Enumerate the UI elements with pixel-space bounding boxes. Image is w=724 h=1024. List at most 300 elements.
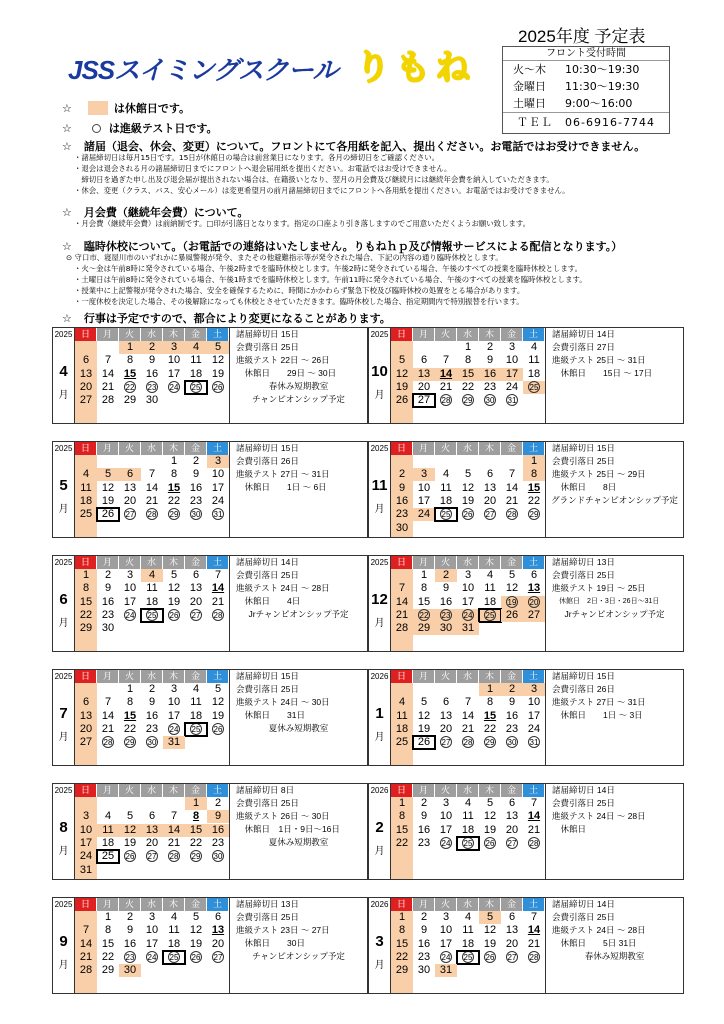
day-cell: 22	[461, 380, 475, 393]
day-cell: 24	[505, 380, 519, 393]
day-cell: 4	[442, 468, 450, 481]
day-cell: 11	[440, 481, 452, 494]
section-line: ・休会、変更（クラス、バス、安心メール）は変更希望月の前月諸届締切日までにフロントへ各用紙を提出ください。お電話ではお受けできません。	[74, 186, 570, 195]
day-cell: 2	[420, 911, 428, 923]
day-cell: 8	[170, 468, 178, 481]
day-cell: 8	[104, 924, 112, 937]
month-calendar	[368, 897, 684, 994]
info-line: チャンピオンシップ予定	[252, 951, 345, 961]
day-cell: 29	[191, 852, 201, 862]
weekday-label: 金	[185, 670, 207, 683]
info-line: 会費引落日 25日	[236, 912, 299, 922]
day-cell: 27	[125, 510, 135, 520]
day-cell: 15	[483, 709, 497, 722]
section-line: ・火～金は午前8時に発令されている場合、午後2時までを臨時休校とします。午後2時に発令されている場合、午後のすべての授業を臨時休校とします。	[74, 264, 582, 273]
day-grid	[75, 911, 229, 993]
month-info	[229, 328, 367, 423]
day-cell: 28	[169, 852, 179, 862]
logo-rimone	[356, 40, 476, 87]
day-cell: 27	[75, 736, 97, 749]
weekday-label: 火	[119, 328, 141, 341]
day-cell: 5	[479, 911, 501, 924]
day-cell: 18	[101, 836, 115, 849]
day-cell: 23	[505, 722, 519, 735]
weekday-label: 火	[435, 898, 457, 911]
day-cell: 24	[441, 952, 451, 962]
day-cell: 7	[170, 810, 178, 823]
day-cell: 5	[97, 468, 119, 481]
day-cell: 28	[529, 838, 539, 848]
day-cell: 27	[147, 852, 157, 862]
day-cell: 23	[483, 380, 497, 393]
day-cell: 7	[508, 468, 516, 481]
weekday-label: 月	[413, 670, 435, 683]
day-cell: 15	[391, 824, 413, 837]
day-cell: 13	[505, 810, 519, 823]
day-cell: 14	[163, 824, 185, 837]
weekday-label: 土	[523, 442, 545, 455]
day-cell: 15	[527, 481, 541, 494]
logo-text: JSSスイミングスクール	[68, 55, 338, 85]
weekday-label: 火	[435, 442, 457, 455]
weekday-header	[53, 442, 229, 455]
weekday-label: 土	[523, 670, 545, 683]
day-cell: 7	[530, 797, 538, 809]
day-cell: 25	[435, 508, 457, 521]
day-cell: 1	[464, 341, 472, 353]
day-cell: 9	[104, 582, 112, 595]
day-cell: 2	[501, 683, 523, 696]
day-cell: 25	[75, 508, 97, 521]
weekday-label: 土	[207, 670, 229, 683]
weekday-header	[369, 898, 545, 911]
hours-title: フロント受付時間	[503, 47, 669, 61]
day-cell: 16	[505, 709, 519, 722]
day-cell: 11	[75, 482, 97, 495]
day-cell: 29	[463, 396, 473, 406]
hours-row	[503, 95, 669, 112]
month-info	[229, 670, 367, 765]
day-cell: 22	[101, 950, 115, 963]
star-icon: ☆	[62, 140, 72, 153]
day-cell: 7	[391, 582, 413, 595]
logo-char-ri: り	[356, 49, 390, 87]
info-line: 会費引落日 25日	[552, 912, 615, 922]
day-cell: 31	[457, 622, 479, 635]
weekday-label: 木	[163, 670, 185, 683]
day-cell: 18	[189, 709, 203, 722]
weekday-label: 土	[207, 784, 229, 797]
day-cell: 16	[189, 481, 203, 494]
day-cell: 8	[126, 354, 134, 367]
info-line: 諸届締切日 14日	[552, 329, 615, 339]
weekday-label: 木	[163, 898, 185, 911]
month-calendar	[52, 783, 368, 880]
weekday-header	[369, 556, 545, 569]
day-cell: 12	[461, 481, 475, 494]
hours-day: 金曜日	[513, 80, 546, 93]
info-line	[546, 380, 683, 393]
day-cell: 3	[442, 911, 450, 923]
phone-number: ＴＥＬ 06-6916-7744	[503, 112, 669, 132]
day-cell: 11	[462, 924, 474, 937]
day-cell: 8	[192, 810, 200, 823]
day-cell: 13	[505, 924, 519, 937]
day-cell: 4	[170, 911, 178, 923]
day-cell: 22	[527, 494, 541, 507]
day-cell: 10	[505, 354, 519, 367]
weekday-label: 日	[391, 328, 413, 341]
day-cell: 2	[104, 569, 112, 581]
weekday-label: 日	[75, 328, 97, 341]
day-cell: 23	[189, 494, 203, 507]
weekday-label: 月	[413, 328, 435, 341]
day-cell: 9	[126, 924, 134, 937]
info-line: 進級テスト 25日 ～ 29日	[552, 469, 646, 479]
day-cell: 19	[189, 937, 203, 950]
day-cell: 8	[464, 354, 472, 367]
day-cell: 5	[420, 696, 428, 709]
day-cell: 22	[391, 951, 413, 964]
info-line: 進級テスト 24日 ～ 28日	[236, 583, 330, 593]
day-cell: 12	[483, 924, 497, 937]
month-calendar	[52, 897, 368, 994]
day-cell: 3	[170, 683, 178, 695]
day-cell: 15	[123, 367, 137, 380]
month-label: 7 月	[53, 683, 75, 765]
info-line	[546, 849, 683, 862]
day-cell: 10	[167, 696, 181, 709]
day-cell: 8	[75, 582, 97, 595]
info-line: 休館日 2日・3日・26日～31日	[552, 598, 660, 605]
day-cell: 31	[213, 510, 223, 520]
day-cell: 21	[461, 722, 475, 735]
info-line	[546, 963, 683, 976]
day-cell: 5	[391, 354, 413, 367]
day-cell: 1	[170, 455, 178, 467]
day-cell: 24	[413, 508, 435, 521]
day-cell: 3	[207, 455, 229, 468]
day-cell: 24	[527, 722, 541, 735]
day-cell: 7	[104, 354, 112, 367]
day-cell: 6	[148, 810, 156, 823]
day-cell: 2	[214, 797, 222, 809]
day-cell: 17	[417, 494, 431, 507]
day-cell: 6	[508, 911, 516, 923]
year-label: 2025	[369, 442, 391, 455]
weekday-label: 日	[391, 442, 413, 455]
day-cell: 1	[185, 797, 207, 810]
day-cell: 13	[413, 368, 435, 381]
day-cell: 18	[527, 367, 541, 380]
day-cell: 14	[391, 596, 413, 609]
month-label: 11 月	[369, 455, 391, 537]
day-grid	[75, 683, 229, 765]
weekday-label: 日	[75, 670, 97, 683]
day-cell: 10	[211, 468, 225, 481]
hours-time: 11:30～19:30	[565, 80, 640, 93]
day-cell: 12	[211, 354, 225, 367]
info-line: Jrチャンピオンシップ予定	[248, 609, 349, 619]
day-cell: 7	[442, 354, 450, 367]
info-line: Jrチャンピオンシップ予定	[564, 609, 665, 619]
day-cell: 9	[148, 354, 156, 367]
info-line: 会費引落日 25日	[552, 456, 615, 466]
day-cell: 29	[391, 964, 413, 977]
month-label: 10 月	[369, 341, 391, 423]
info-line: 諸届締切日 15日	[236, 443, 299, 453]
month-label: 2 月	[369, 797, 391, 879]
weekday-label: 水	[457, 328, 479, 341]
day-cell: 16	[145, 367, 159, 380]
info-line: 進級テスト 27日 ～ 31日	[552, 697, 646, 707]
day-cell: 16	[145, 709, 159, 722]
hours-time: 10:30～19:30	[565, 63, 640, 76]
day-cell: 15	[75, 596, 97, 609]
logo-char-ne: ね	[436, 49, 470, 87]
day-cell: 23	[101, 608, 115, 621]
info-line	[546, 393, 683, 406]
day-cell: 22	[125, 382, 135, 392]
info-line: 春休み短期教室	[584, 951, 645, 961]
weekday-label: 日	[75, 898, 97, 911]
month-calendar	[368, 783, 684, 880]
weekday-label: 水	[457, 556, 479, 569]
info-line: 休館日 1日 ～ 6日	[236, 482, 327, 492]
year-label: 2025	[53, 898, 75, 911]
month-info	[229, 442, 367, 537]
day-cell: 17	[167, 367, 181, 380]
day-cell: 13	[439, 709, 453, 722]
day-grid	[75, 797, 229, 879]
weekday-label: 金	[185, 328, 207, 341]
info-line: 休館日 15日 ～ 17日	[552, 368, 653, 378]
day-cell: 1	[523, 455, 545, 468]
day-cell: 29	[413, 622, 435, 635]
day-cell: 8	[523, 468, 545, 481]
day-cell: 26	[213, 724, 223, 734]
month-calendar	[368, 555, 684, 652]
day-cell: 25	[391, 736, 413, 749]
day-cell: 3	[75, 810, 97, 823]
day-cell: 29	[529, 510, 539, 520]
day-cell: 26	[191, 952, 201, 962]
day-cell: 11	[97, 824, 119, 837]
day-cell: 19	[123, 836, 137, 849]
info-line: チャンピオンシップ予定	[252, 394, 345, 404]
day-cell: 29	[101, 964, 115, 977]
info-line: 休館日 30日	[236, 938, 305, 948]
day-cell: 23	[391, 508, 413, 521]
info-line: 進級テスト 24日 ～ 28日	[552, 811, 646, 821]
day-cell: 21	[101, 722, 115, 735]
day-cell: 26	[485, 838, 495, 848]
day-cell: 17	[123, 595, 137, 608]
day-cell: 26	[485, 952, 495, 962]
day-cell: 17	[501, 368, 523, 381]
month-calendar	[52, 327, 368, 424]
day-cell: 9	[442, 582, 450, 595]
section-heading	[62, 310, 391, 326]
day-cell: 12	[483, 810, 497, 823]
day-cell: 24	[147, 952, 157, 962]
section-title: 諸届（退会、休会、変更）について。フロントにて各用紙を記入、提出ください。お電話ではお受けできません。	[83, 140, 646, 153]
day-cell: 21	[75, 951, 97, 964]
day-cell: 9	[420, 810, 428, 823]
day-cell: 28	[75, 964, 97, 977]
weekday-label: 水	[457, 784, 479, 797]
month-label: 9 月	[53, 911, 75, 993]
info-line: 会費引落日 25日	[552, 798, 615, 808]
day-cell: 4	[464, 911, 472, 923]
day-cell: 28	[147, 510, 157, 520]
info-line: 春休み短期教室	[268, 381, 329, 391]
day-cell: 19	[211, 709, 225, 722]
day-cell: 22	[75, 609, 97, 622]
info-line: 諸届締切日 8日	[236, 785, 295, 795]
day-cell: 21	[391, 609, 413, 622]
day-cell: 24	[169, 382, 179, 392]
day-cell: 17	[211, 481, 225, 494]
day-cell: 18	[167, 937, 181, 950]
day-cell: 12	[119, 824, 141, 837]
year-label: 2026	[369, 898, 391, 911]
day-cell: 21	[527, 937, 541, 950]
weekday-label: 金	[501, 556, 523, 569]
day-cell: 13	[527, 582, 541, 595]
day-cell: 6	[119, 468, 141, 481]
day-cell: 1	[391, 797, 413, 810]
weekday-label: 土	[523, 556, 545, 569]
day-cell: 20	[505, 937, 519, 950]
weekday-label: 月	[413, 442, 435, 455]
day-cell: 28	[529, 952, 539, 962]
year-label: 2025	[53, 328, 75, 341]
weekday-header	[53, 670, 229, 683]
info-line: 諸届締切日 14日	[552, 785, 615, 795]
day-cell: 10	[527, 696, 541, 709]
day-cell: 8	[126, 696, 134, 709]
weekday-label: 月	[97, 898, 119, 911]
day-cell: 13	[189, 582, 203, 595]
month-label: 1 月	[369, 683, 391, 765]
day-cell: 11	[462, 810, 474, 823]
day-cell: 25	[479, 609, 501, 622]
info-line	[230, 735, 367, 748]
day-cell: 6	[530, 569, 538, 581]
day-cell: 26	[413, 736, 435, 749]
info-line: 夏休み短期教室	[268, 723, 329, 733]
day-cell: 28	[103, 738, 113, 748]
day-cell: 16	[123, 937, 137, 950]
month-info	[229, 556, 367, 651]
day-cell: 30	[101, 622, 115, 635]
info-line: 夏休み短期教室	[268, 837, 329, 847]
front-desk-hours	[502, 46, 670, 134]
weekday-label: 水	[141, 328, 163, 341]
info-line: 諸届締切日 15日	[236, 671, 299, 681]
info-line: 会費引落日 27日	[552, 342, 615, 352]
info-line: 進級テスト 23日 ～ 27日	[236, 925, 330, 935]
info-line	[230, 494, 367, 507]
info-line: 会費引落日 26日	[552, 684, 615, 694]
day-cell: 14	[101, 709, 115, 722]
day-cell: 4	[141, 569, 163, 582]
day-cell: 21	[505, 494, 519, 507]
weekday-header	[369, 784, 545, 797]
day-grid	[391, 683, 545, 765]
day-cell: 11	[146, 582, 158, 595]
year-label: 2026	[369, 784, 391, 797]
info-line: 会費引落日 26日	[236, 456, 299, 466]
day-cell: 27	[485, 510, 495, 520]
day-cell: 30	[417, 964, 431, 977]
section-line: ・退会は退会される月の諸届締切日までにフロントへ退会届用紙を提出ください。お電話ではお受けできません。	[74, 164, 452, 173]
day-cell: 16	[207, 824, 229, 837]
weekday-label: 月	[413, 556, 435, 569]
weekday-label: 日	[391, 898, 413, 911]
weekday-label: 木	[479, 898, 501, 911]
day-cell: 1	[119, 341, 141, 354]
day-cell: 4	[464, 797, 472, 809]
info-line: 会費引落日 25日	[236, 684, 299, 694]
day-cell: 20	[523, 596, 545, 609]
month-info	[545, 556, 683, 651]
day-cell: 25	[523, 381, 545, 394]
info-line: 進級テスト 26日 ～ 30日	[236, 811, 330, 821]
day-cell: 7	[148, 468, 156, 481]
weekday-label: 金	[185, 784, 207, 797]
day-cell: 5	[192, 911, 200, 923]
day-cell: 4	[185, 341, 207, 354]
month-label: 8 月	[53, 797, 75, 879]
info-line: 諸届締切日 13日	[552, 557, 615, 567]
day-cell: 10	[145, 924, 159, 937]
day-cell: 12	[101, 481, 115, 494]
month-label: 5 月	[53, 455, 75, 537]
day-cell: 30	[485, 396, 495, 406]
day-cell: 9	[148, 696, 156, 709]
day-cell: 6	[442, 696, 450, 709]
info-line: 諸届締切日 13日	[236, 899, 299, 909]
day-cell: 25	[457, 837, 479, 850]
weekday-label: 水	[457, 898, 479, 911]
day-cell: 16	[391, 495, 413, 508]
day-cell: 15	[457, 368, 479, 381]
day-cell: 7	[464, 696, 472, 709]
day-cell: 3	[442, 797, 450, 809]
day-cell: 6	[192, 569, 200, 581]
day-cell: 2	[141, 341, 163, 354]
day-cell: 2	[486, 341, 494, 353]
weekday-label: 木	[163, 556, 185, 569]
day-cell: 10	[167, 354, 181, 367]
day-cell: 15	[167, 481, 181, 494]
day-cell: 8	[420, 582, 428, 595]
section-line: ・授業中に上記警報が発令された場合、安全を確保するために、時間にかかわらず緊急下校及び臨時休校の処置をとる場合があります。	[74, 286, 525, 295]
day-cell: 14	[75, 938, 97, 951]
info-line	[230, 963, 367, 976]
year-label: 2025	[369, 328, 391, 341]
weekday-label: 金	[185, 442, 207, 455]
day-cell: 23	[125, 952, 135, 962]
section-title: 臨時休校について。（お電話での連絡はいたしません。りもねｈｐ及び情報サービスによる配信となります。）	[83, 240, 623, 253]
day-cell: 28	[213, 610, 223, 620]
day-cell: 19	[483, 823, 497, 836]
day-cell: 11	[391, 710, 413, 723]
day-cell: 5	[207, 341, 229, 354]
day-cell: 27	[213, 952, 223, 962]
